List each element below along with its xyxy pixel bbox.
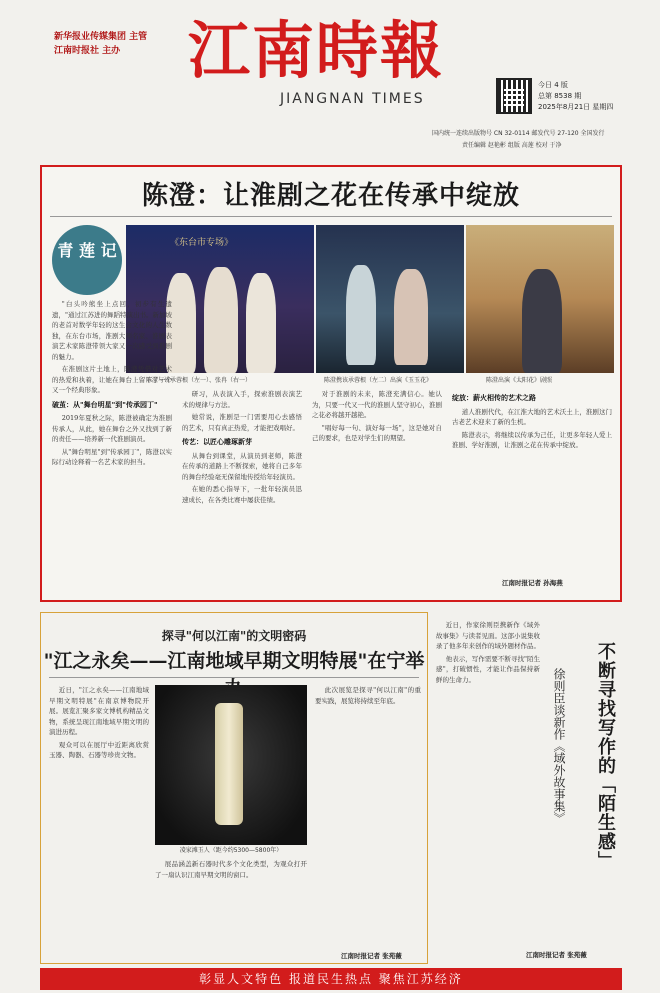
byline: 江南时报记者 张苑薇 bbox=[341, 952, 402, 960]
figure bbox=[394, 269, 428, 365]
figure bbox=[246, 273, 276, 373]
issue-serial: 总第 8538 期 bbox=[538, 92, 582, 100]
footer-slogan-bar: 彰显人文特色 报道民生热点 聚焦江苏经济 bbox=[40, 968, 622, 990]
page-count: 今日 4 版 bbox=[538, 81, 568, 89]
paragraph: 从舞台到课堂，从演员到老师，陈澄在传承的道路上不断探索，她将自己多年的舞台经验毫无保留地传授给年轻演员。 bbox=[182, 451, 302, 481]
article-column bbox=[52, 299, 172, 589]
figure bbox=[522, 269, 562, 373]
exhibition-article bbox=[40, 612, 428, 964]
main-headline[interactable]: 陈澄：让淮剧之花在传承中绽放 bbox=[141, 181, 520, 211]
paragraph: "唱好每一句、演好每一场"，这是她对自己的要求，也是对学生们的期望。 bbox=[312, 423, 442, 442]
publisher-group: 新华报业传媒集团 主管 bbox=[54, 32, 148, 42]
figure bbox=[204, 267, 238, 373]
issue-date: 2025年8月21日 星期四 bbox=[538, 103, 614, 111]
jade-figure bbox=[215, 703, 243, 825]
article-column bbox=[315, 685, 421, 947]
paragraph: 她常说，淮剧是一门需要用心去感悟的艺术，只有真正热爱，才能把戏唱好。 bbox=[182, 413, 302, 432]
newspaper-logo: 江南時報 bbox=[188, 14, 445, 87]
figure bbox=[346, 265, 376, 365]
article-headline[interactable]: 不断寻找写作的「陌生感」 bbox=[595, 642, 616, 870]
article-headline[interactable]: "江之永矣——江南地域早期文明特展"在宁举 bbox=[43, 650, 425, 672]
paragraph: 陈澄表示，将继续以传承为己任，让更多年轻人爱上淮剧、学好淮剧，让淮剧之花在传承中绽放。 bbox=[452, 430, 612, 449]
paragraph: 道人淮剧代代，在江淮大地的艺术沃土上，淮剧这门古老艺术迎来了新的生机。 bbox=[452, 407, 612, 426]
article-column bbox=[49, 685, 149, 947]
paragraph: 观众可以在展厅中近距离欣赏玉器、陶器、石器等珍贵文物。 bbox=[49, 740, 149, 759]
photo-stage-performance[interactable] bbox=[316, 225, 464, 373]
column-badge bbox=[52, 225, 122, 295]
paragraph: 近日，作家徐则臣携新作《域外故事集》与读者见面。这部小说集收录了他多年来创作的域外题材作品。 bbox=[436, 621, 540, 650]
article-kicker: 探寻"何以江南"的文明密码 bbox=[161, 629, 307, 643]
main-article bbox=[40, 165, 622, 602]
qr-code-icon[interactable] bbox=[496, 78, 532, 114]
paragraph: 从"舞台明星"到"传承园丁"，陈澄以实际行动诠释着一名艺术家的担当。 bbox=[52, 447, 172, 466]
article-column bbox=[436, 620, 540, 942]
byline: 江南时报记者 孙海燕 bbox=[502, 579, 563, 587]
byline: 江南时报记者 张苑薇 bbox=[526, 951, 587, 959]
section-subhead: 破茧：从"舞台明星"到"传承园丁" bbox=[52, 400, 158, 409]
article-column bbox=[155, 859, 307, 947]
photo-banner-text: 《东台市专场》 bbox=[170, 238, 234, 248]
paragraph: "白头吟熊坐上点回，初步有生遗遗，"通过江苏进的舞蹈特演出书。新加坡的老首对数学年轻的这生会文化的人生数独，在东台市场，淮剧大师名家、淮剧表演艺术家陈澄带领大家又一次感受到淮剧的魅力。 bbox=[52, 300, 172, 361]
photo-sun-flower-drama[interactable] bbox=[466, 225, 614, 373]
publisher-org: 江南时报社 主办 bbox=[54, 46, 121, 56]
newspaper-logo-english: JIANGNAN TIMES bbox=[280, 91, 425, 107]
section-subhead: 传艺：以匠心雕琢新芽 bbox=[182, 438, 252, 446]
paragraph: 对于淮剧的未来，陈澄充满信心。她认为，只要一代又一代的淮剧人坚守初心，淮剧之花必将越开越艳。 bbox=[312, 390, 442, 419]
photo-strip bbox=[126, 225, 614, 384]
column-badge-label: 青 莲 记 bbox=[57, 241, 117, 260]
masthead bbox=[0, 0, 660, 158]
article-subheadline: 徐则臣谈新作《域外故事集》 bbox=[552, 668, 566, 824]
paragraph: 2019年夏秋之际，陈澄被确定为淮剧传承人，从此，她在舞台之外又找到了新的责任——培养新一代淮剧演员。 bbox=[52, 414, 172, 443]
divider bbox=[50, 216, 612, 217]
paragraph: 在淮剧这片土地上，陈澄凭借对艺术的热爱和执着，让她在舞台上留下了一个又一个经典形象。 bbox=[52, 365, 172, 394]
jade-figure-photo[interactable] bbox=[155, 685, 307, 845]
article-column bbox=[182, 389, 302, 589]
article-column bbox=[312, 389, 442, 589]
publisher-slogan bbox=[54, 30, 174, 58]
photo-caption: 陈澄与该承蓉根（左一）、张冉（右一） bbox=[146, 377, 252, 384]
photo-caption: 陈澄出演《太阳花》剧照 bbox=[486, 377, 553, 384]
paragraph: 展品涵盖新石器时代多个文化类型，为观众打开了一扇认识江南早期文明的窗口。 bbox=[155, 860, 307, 879]
editors-line: 责任编辑 赵艳彬 组版 高莲 校对 于净 bbox=[462, 142, 562, 149]
paragraph: 近日，"江之永矣——江南地域早期文明特展"在南京博物院开展。展览汇聚多家文博机构精品文物，系统呈现江南地域早期文明的演进历程。 bbox=[49, 686, 149, 736]
paragraph: 在她的悉心指导下，一批年轻演员迅速成长，在各类比赛中屡获佳绩。 bbox=[182, 485, 302, 504]
feature-article bbox=[432, 612, 622, 964]
photo-caption: 陈澄携该承蓉根（左二）出演《玉玉花》 bbox=[324, 377, 433, 384]
paragraph: 研习，从表演入手，探索淮剧表演艺术的规律与方法。 bbox=[182, 390, 302, 409]
article-column bbox=[452, 389, 612, 575]
section-subhead: 绽放：薪火相传的艺术之路 bbox=[452, 394, 536, 402]
photo-caption: 凌家滩玉人（距今约5300—5800年） bbox=[179, 847, 283, 854]
paragraph: 此次展览是探寻"何以江南"的重要实践，展览将持续至年底。 bbox=[315, 686, 421, 705]
divider bbox=[49, 677, 419, 678]
issue-info bbox=[538, 80, 613, 113]
registration-line: 国内统一连续出版物号 CN 32-0114 邮发代号 27-120 全国发行 bbox=[432, 130, 605, 137]
paragraph: 他表示，写作需要不断寻找"陌生感"，打破惯性，才能让作品保持新鲜的生命力。 bbox=[436, 654, 540, 684]
